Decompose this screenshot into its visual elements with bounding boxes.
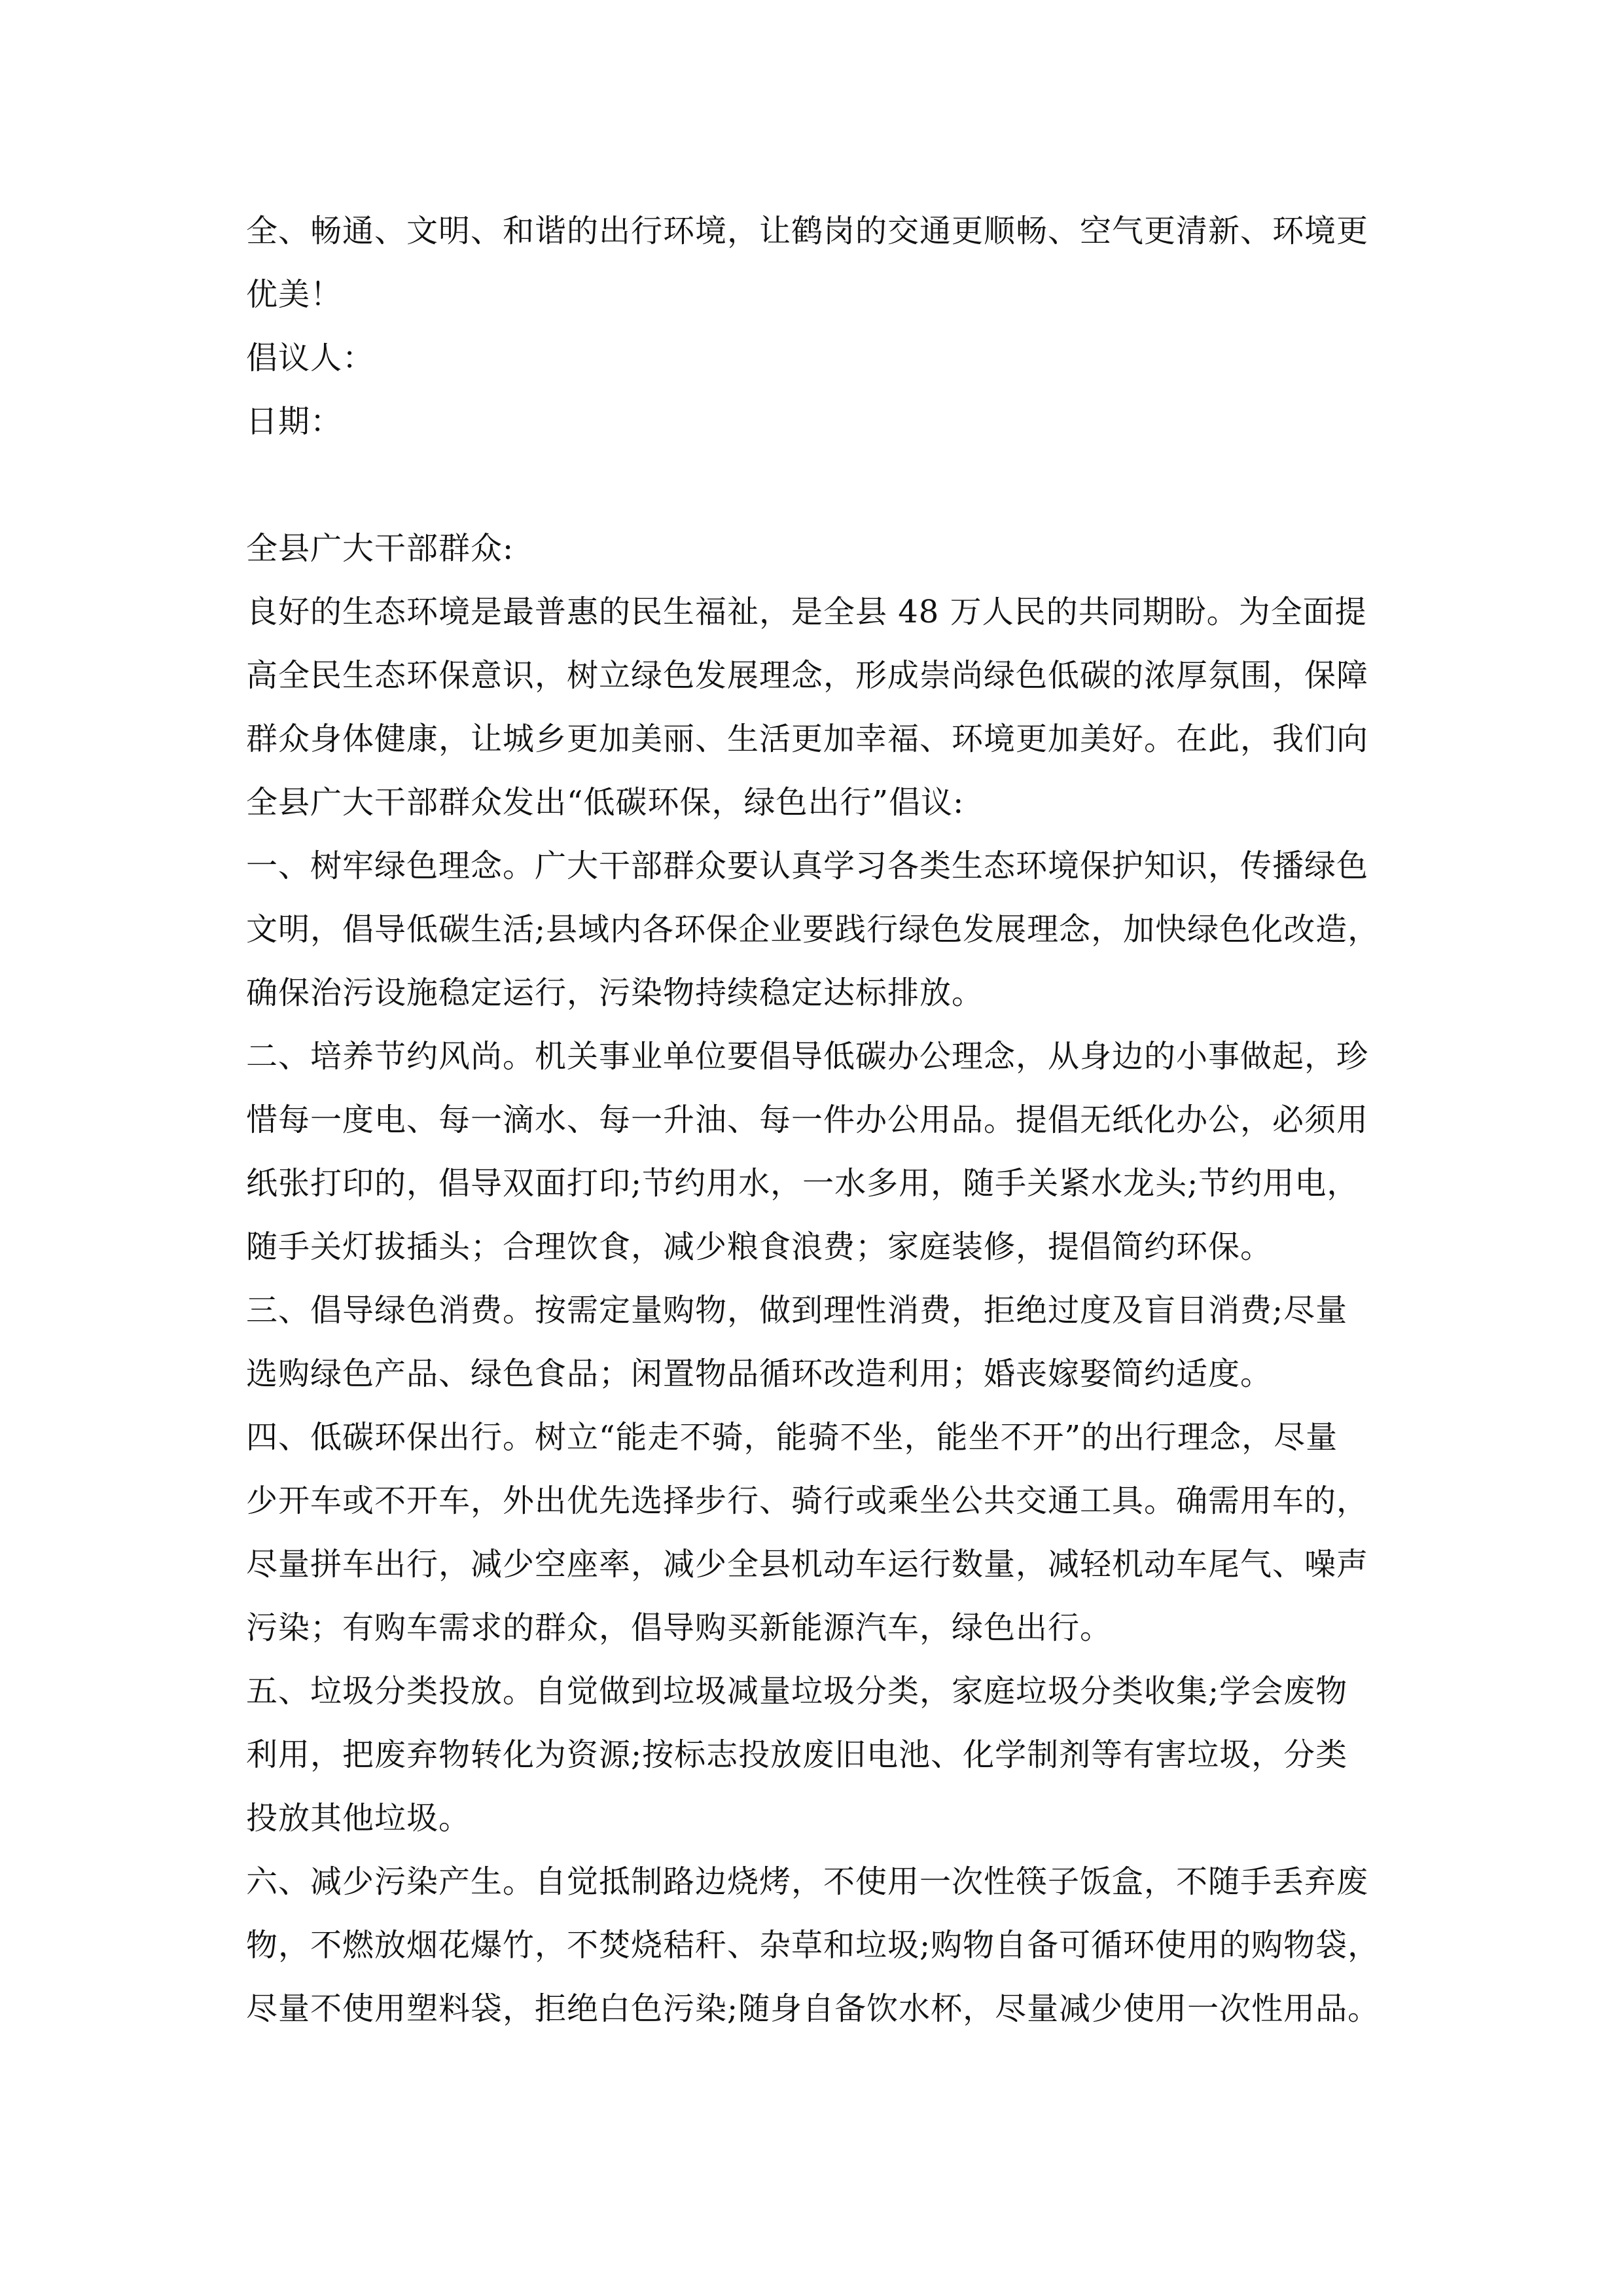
body-line: 文明，倡导低碳生活;县域内各环保企业要践行绿色发展理念，加快绿色化改造， xyxy=(246,911,1380,948)
body-line: 确保治污设施稳定运行，污染物持续稳定达标排放。 xyxy=(246,975,984,1011)
date-label: 日期： xyxy=(246,403,343,440)
initiator-label: 倡议人： xyxy=(246,340,375,376)
body-line: 五、垃圾分类投放。自觉做到垃圾减量垃圾分类，家庭垃圾分类收集;学会废物 xyxy=(246,1673,1348,1710)
body-line: 一、树牢绿色理念。广大干部群众要认真学习各类生态环境保护知识，传播绿色 xyxy=(246,848,1369,884)
section-gap xyxy=(246,454,1385,517)
body-line: 良好的生态环境是最普惠的民生福祉，是全县 48 万人民的共同期盼。为全面提 xyxy=(246,594,1367,630)
body-line: 少开车或不开车，外出优先选择步行、骑行或乘坐公共交通工具。确需用车的， xyxy=(246,1482,1369,1519)
body-line: 六、减少污染产生。自觉抵制路边烧烤，不使用一次性筷子饭盒，不随手丢弃废 xyxy=(246,1863,1369,1900)
body-line: 惜每一度电、每一滴水、每一升油、每一件办公用品。提倡无纸化办公，必须用 xyxy=(246,1102,1369,1138)
body-line: 尽量拼车出行，减少空座率，减少全县机动车运行数量，减轻机动车尾气、噪声 xyxy=(246,1546,1369,1583)
body-line: 三、倡导绿色消费。按需定量购物，做到理性消费，拒绝过度及盲目消费;尽量 xyxy=(246,1292,1348,1329)
body-line: 污染；有购车需求的群众，倡导购买新能源汽车，绿色出行。 xyxy=(246,1609,1113,1646)
body-line: 物，不燃放烟花爆竹，不焚烧秸秆、杂草和垃圾;购物自备可循环使用的购物袋， xyxy=(246,1927,1380,1964)
body-line: 随手关灯拔插头；合理饮食，减少粮食浪费；家庭装修，提倡简约环保。 xyxy=(246,1229,1273,1265)
body-line: 选购绿色产品、绿色食品；闲置物品循环改造利用；婚丧嫁娶简约适度。 xyxy=(246,1355,1273,1392)
document-body xyxy=(246,200,1385,2041)
body-line: 投放其他垃圾。 xyxy=(246,1800,471,1837)
body-line: 优美！ xyxy=(246,276,343,313)
body-line: 尽量不使用塑料袋，拒绝白色污染;随身自备饮水杯，尽量减少使用一次性用品。 xyxy=(246,1990,1380,2027)
salutation: 全县广大干部群众: xyxy=(246,530,514,567)
body-line: 全县广大干部群众发出“低碳环保，绿色出行”倡议: xyxy=(246,784,965,821)
body-line: 群众身体健康，让城乡更加美丽、生活更加幸福、环境更加美好。在此，我们向 xyxy=(246,721,1369,757)
body-line: 利用，把废弃物转化为资源;按标志投放废旧电池、化学制剂等有害垃圾，分类 xyxy=(246,1736,1348,1773)
body-line: 二、培养节约风尚。机关事业单位要倡导低碳办公理念，从身边的小事做起，珍 xyxy=(246,1038,1369,1075)
body-line: 全、畅通、文明、和谐的出行环境，让鹤岗的交通更顺畅、空气更清新、环境更 xyxy=(246,213,1369,249)
body-line: 纸张打印的，倡导双面打印;节约用水，一水多用，随手关紧水龙头;节约用电， xyxy=(246,1165,1359,1202)
body-line: 四、低碳环保出行。树立“能走不骑，能骑不坐，能坐不开”的出行理念，尽量 xyxy=(246,1419,1338,1456)
body-line: 高全民生态环保意识，树立绿色发展理念，形成崇尚绿色低碳的浓厚氛围，保障 xyxy=(246,657,1369,694)
